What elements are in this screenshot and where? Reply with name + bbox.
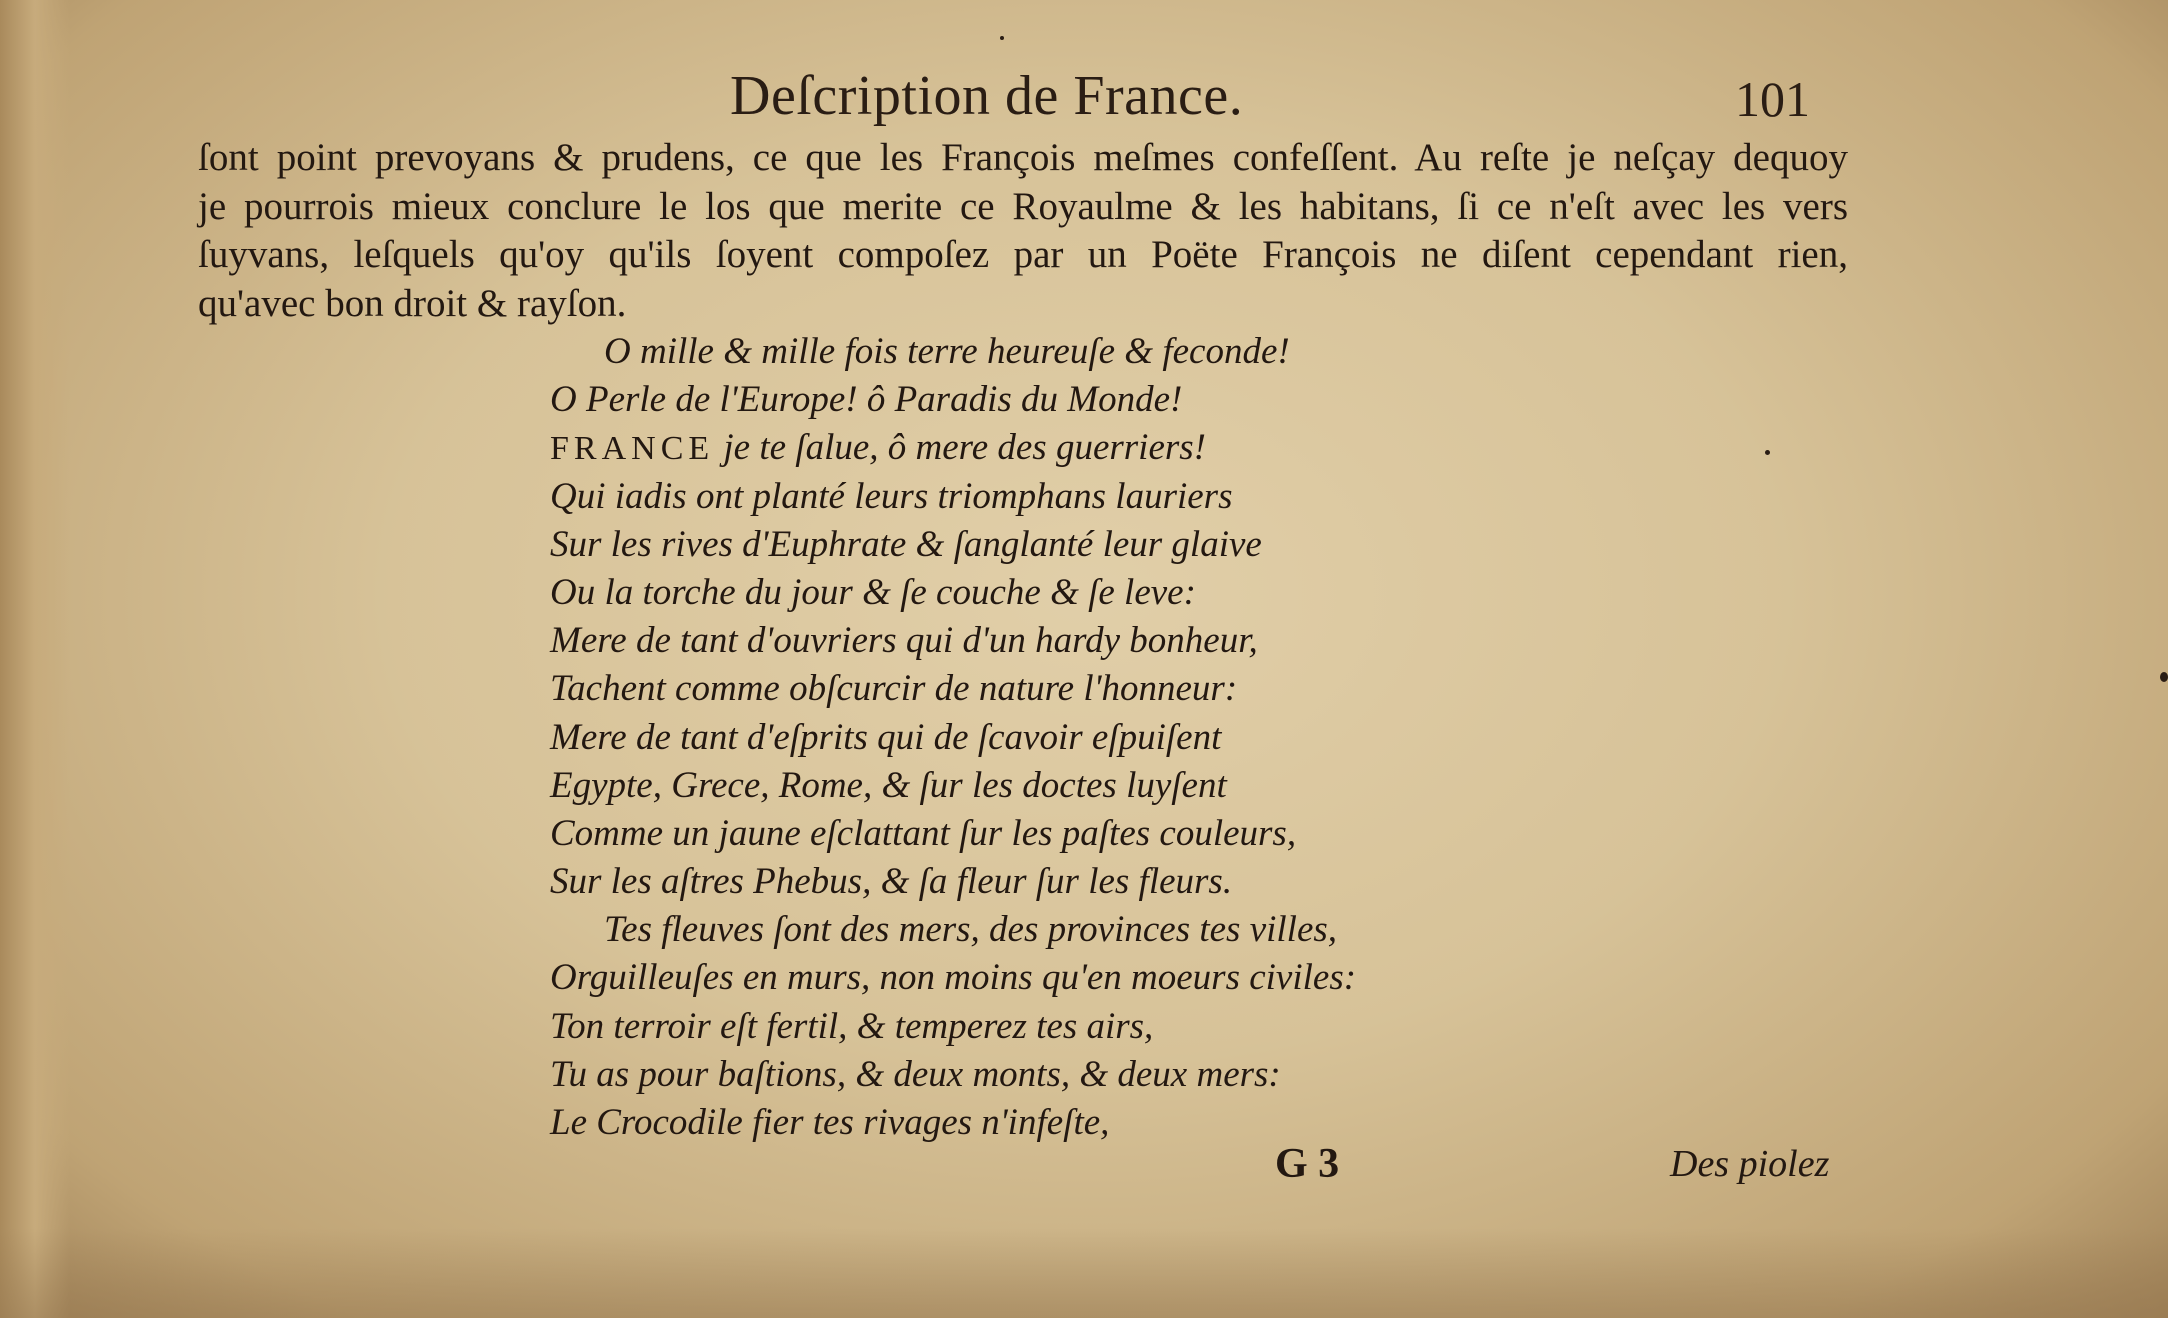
verse-line-text: Sur les aſtres Phebus, & ſa fleur ſur les fleurs. xyxy=(550,861,1233,903)
page-header xyxy=(0,64,2168,134)
verse-line-text: Tachent comme obſcurcir de nature l'honneur: xyxy=(550,668,1238,710)
verse-line-lead: FRANCE xyxy=(550,430,715,468)
verse-line xyxy=(550,1003,1510,1051)
prose-line: qu'avec bon droit & rayſon. xyxy=(198,281,627,325)
verse-line xyxy=(550,473,1510,521)
page-edge-shadow xyxy=(0,0,70,1318)
verse-line xyxy=(550,424,1510,472)
prose-line: ſuyvans, leſquels qu'oy qu'ils ſoyent compoſez par un Poëte François ne diſent cependant rien, xyxy=(198,233,1848,276)
ink-speck xyxy=(2160,672,2168,682)
verse-line-text: Comme un jaune eſclattant ſur les paſtes couleurs, xyxy=(550,812,1297,854)
verse-line-text: Orguilleuſes en murs, non moins qu'en moeurs civiles: xyxy=(550,957,1357,999)
running-title: Deſcription de France. xyxy=(730,65,1244,127)
verse-line-text: Qui iadis ont planté leurs triomphans lauriers xyxy=(550,475,1233,517)
verse-line-text: Ou la torche du jour & ſe couche & ſe leve: xyxy=(550,571,1196,613)
verse-line-text: O Perle de l'Europe! ô Paradis du Monde! xyxy=(550,379,1183,421)
verse-block xyxy=(550,328,1510,1147)
page-number: 101 xyxy=(1735,71,1810,127)
verse-line-text: Le Crocodile fier tes rivages n'infeſte, xyxy=(550,1102,1110,1143)
verse-line-text: Tes fleuves ſont des mers, des provinces tes villes, xyxy=(604,909,1338,951)
verse-line xyxy=(550,665,1510,713)
verse-line-text: Mere de tant d'ouvriers qui d'un hardy bonheur, xyxy=(550,620,1258,662)
verse-line-text: Tu as pour baſtions, & deux monts, & deux mers: xyxy=(550,1053,1281,1095)
page-bottom-shadow xyxy=(0,1228,2168,1318)
verse-line xyxy=(550,762,1510,810)
prose-paragraph xyxy=(198,134,1848,328)
verse-line xyxy=(550,810,1510,858)
ink-speck xyxy=(1000,36,1004,40)
verse-line xyxy=(550,906,1510,954)
verse-line xyxy=(550,858,1510,906)
verse-line-text: Sur les rives d'Euphrate & ſanglanté leur glaive xyxy=(550,523,1262,565)
verse-line xyxy=(550,1051,1510,1099)
verse-line-text: O mille & mille fois terre heureuſe & feconde! xyxy=(604,331,1290,372)
verse-line-text: Mere de tant d'eſprits qui de ſcavoir eſpuiſent xyxy=(550,716,1222,758)
catchword: Des piolez xyxy=(1670,1143,1830,1185)
verse-line xyxy=(550,617,1510,665)
verse-line xyxy=(550,521,1510,569)
prose-line: ſont point prevoyans & prudens, ce que les François meſmes confeſſent. Au reſte je neſçay dequoy xyxy=(198,136,1848,179)
verse-line xyxy=(550,1099,1510,1147)
verse-line-text: Ton terroir eſt fertil, & temperez tes airs, xyxy=(550,1005,1154,1047)
verse-line-text: je te ſalue, ô mere des guerriers! xyxy=(714,427,1206,469)
verse-line xyxy=(550,376,1510,424)
verse-line xyxy=(550,328,1510,376)
verse-line xyxy=(550,569,1510,617)
verse-line xyxy=(550,954,1510,1002)
prose-line: je pourrois mieux conclure le los que merite ce Royaulme & les habitans, ſi ce n'eſt avec les vers xyxy=(198,184,1848,228)
verse-line-text: Egypte, Grece, Rome, & ſur les doctes luyſent xyxy=(550,764,1227,806)
verse-line xyxy=(550,714,1510,762)
ink-speck xyxy=(1765,450,1770,455)
signature-mark: G 3 xyxy=(1275,1141,1340,1187)
